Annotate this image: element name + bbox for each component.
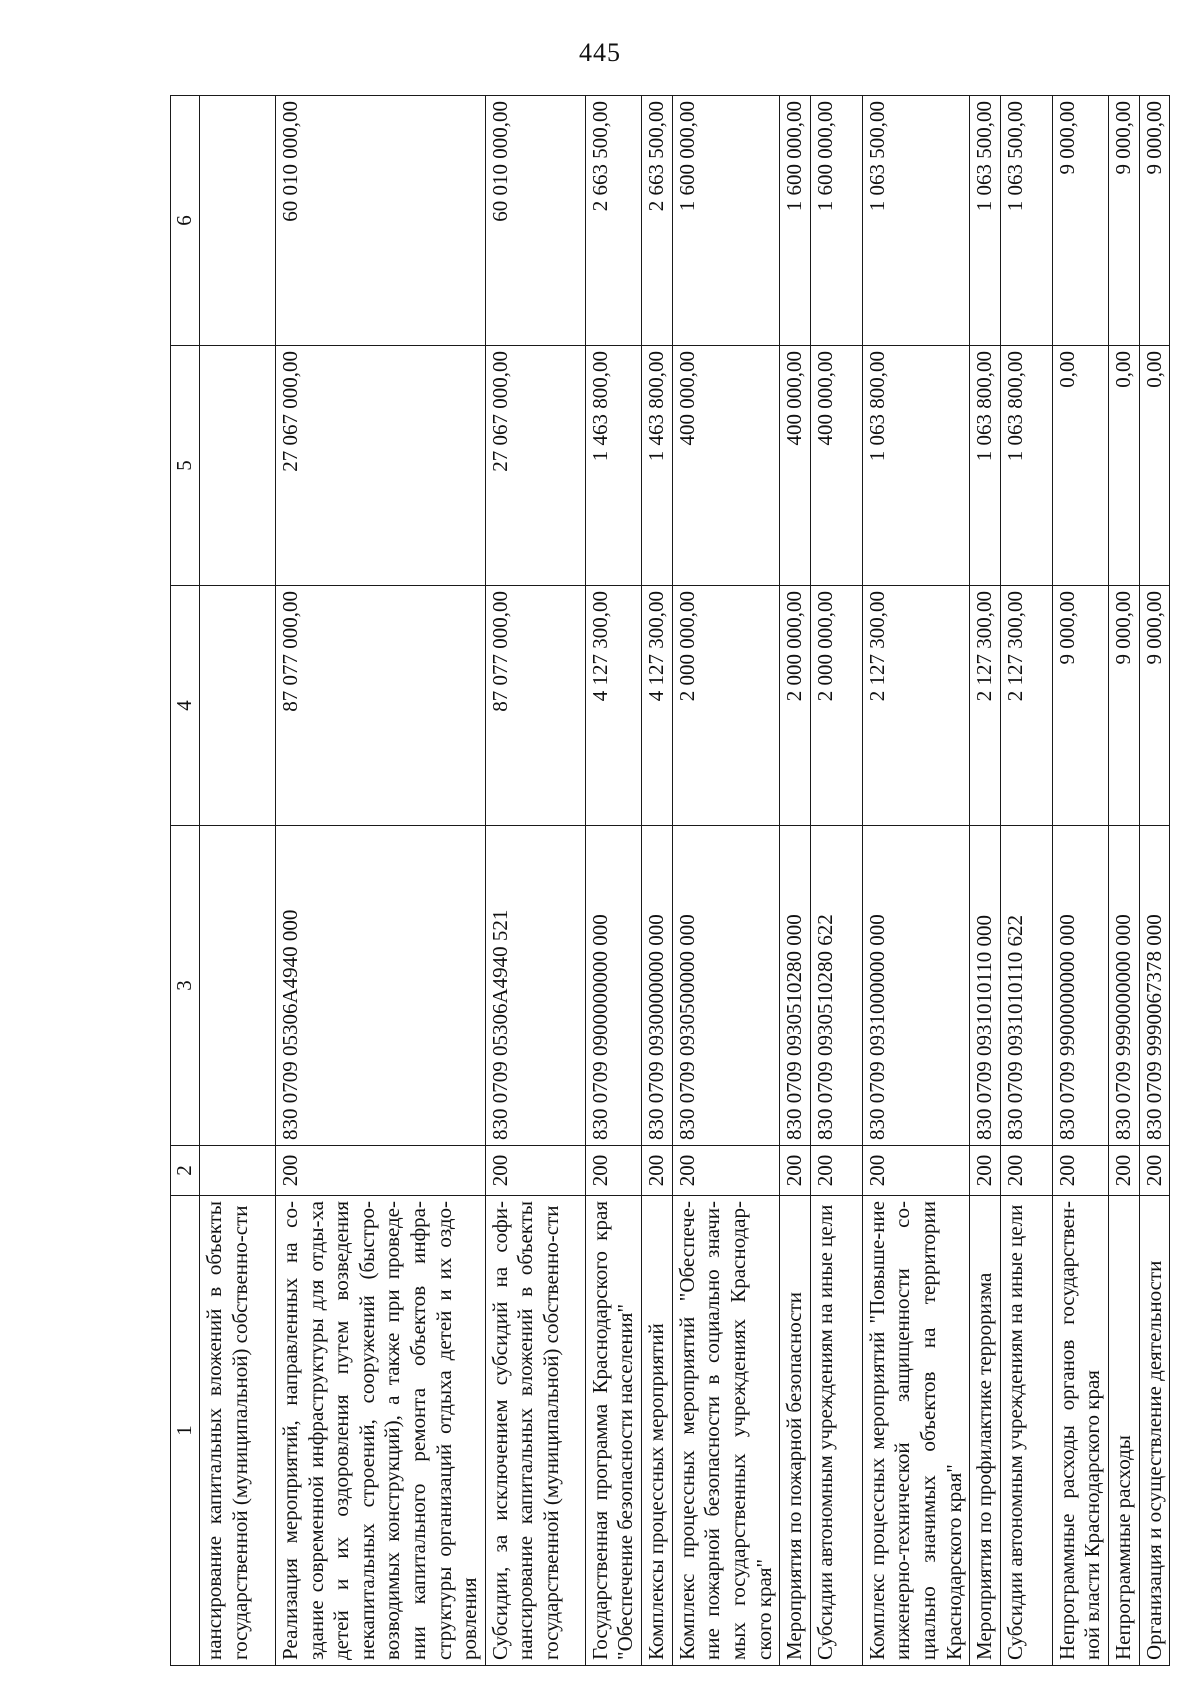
row-value-4: 2 127 300,00: [862, 586, 969, 826]
table-row: [672, 96, 779, 1666]
row-code: 830 0709 0931010110 000: [970, 826, 1001, 1146]
row-name: Мероприятия по пожарной безопасности: [780, 1196, 811, 1666]
row-col2: 200: [585, 1146, 641, 1196]
row-code: 830 0709 9900000000 000: [1052, 826, 1108, 1146]
row-col2: 200: [780, 1146, 811, 1196]
row-code: 830 0709 0930510280 622: [810, 826, 862, 1146]
row-value-6: 1 600 000,00: [810, 96, 862, 346]
column-header: 2: [171, 1146, 200, 1196]
row-col2: 200: [485, 1146, 585, 1196]
row-value-6: 1 063 500,00: [1000, 96, 1052, 346]
row-col2: 200: [642, 1146, 673, 1196]
row-value-5: 27 067 000,00: [276, 346, 486, 586]
row-value-6: 9 000,00: [1139, 96, 1170, 346]
row-value-4: 4 127 300,00: [642, 586, 673, 826]
row-col2: 200: [1000, 1146, 1052, 1196]
row-col2: 200: [672, 1146, 779, 1196]
row-value-6: 1 063 500,00: [970, 96, 1001, 346]
column-header: 6: [171, 96, 200, 346]
row-name: Государственная программа Краснодарского края "Обеспечение безопасности населения": [585, 1196, 641, 1666]
table-row: [1139, 96, 1170, 1666]
row-col2: 200: [862, 1146, 969, 1196]
row-col2: 200: [276, 1146, 486, 1196]
row-value-5: 400 000,00: [672, 346, 779, 586]
row-value-4: 9 000,00: [1052, 586, 1108, 826]
row-value-5: 27 067 000,00: [485, 346, 585, 586]
row-col2: 200: [1052, 1146, 1108, 1196]
row-value-6: 2 663 500,00: [642, 96, 673, 346]
row-code: 830 0709 0930000000 000: [642, 826, 673, 1146]
row-col2: [200, 1146, 276, 1196]
header-row: [171, 96, 200, 1666]
table-row: [970, 96, 1001, 1666]
row-col2: 200: [970, 1146, 1001, 1196]
table-row: [642, 96, 673, 1666]
row-name: Непрограммные расходы органов государствен-ной власти Краснодарского края: [1052, 1196, 1108, 1666]
row-value-5: 0,00: [1052, 346, 1108, 586]
row-value-4: 2 127 300,00: [970, 586, 1001, 826]
row-value-4: 2 000 000,00: [672, 586, 779, 826]
row-value-6: 9 000,00: [1109, 96, 1140, 346]
row-value-4: 2 127 300,00: [1000, 586, 1052, 826]
row-value-5: 400 000,00: [810, 346, 862, 586]
row-name: Субсидии, за исключением субсидий на софи-нансирование капитальных вложений в объекты государственной (муниципальной) собственно-сти: [485, 1196, 585, 1666]
row-col2: 200: [1109, 1146, 1140, 1196]
row-name: Комплекс процессных мероприятий "Повыше-ние инженерно-технической защищенности со-циально значимых объектов на территории Краснодарского края": [862, 1196, 969, 1666]
row-value-6: 60 010 000,00: [276, 96, 486, 346]
row-name: Непрограммные расходы: [1109, 1196, 1140, 1666]
row-name: Комплекс процессных мероприятий "Обеспече-ние пожарной безопасности в социально значи-мых государственных учреждениях Краснодар-ского края": [672, 1196, 779, 1666]
column-header: 1: [171, 1196, 200, 1666]
table-row: [1052, 96, 1108, 1666]
table-row: [1109, 96, 1140, 1666]
row-code: 830 0709 0900000000 000: [585, 826, 641, 1146]
row-value-4: 9 000,00: [1109, 586, 1140, 826]
row-value-4: 87 077 000,00: [276, 586, 486, 826]
row-value-5: 0,00: [1109, 346, 1140, 586]
row-col2: 200: [1139, 1146, 1170, 1196]
column-header: 3: [171, 826, 200, 1146]
table-row: [585, 96, 641, 1666]
row-code: 830 0709 05306А4940 521: [485, 826, 585, 1146]
budget-table-rotated: [170, 96, 1166, 1666]
row-value-5: 1 463 800,00: [642, 346, 673, 586]
row-name: нансирование капитальных вложений в объекты государственной (муниципальной) собственно-сти: [200, 1196, 276, 1666]
row-value-5: 1 463 800,00: [585, 346, 641, 586]
row-value-6: 1 600 000,00: [672, 96, 779, 346]
row-value-6: 60 010 000,00: [485, 96, 585, 346]
table-row: [200, 96, 276, 1666]
row-value-6: 9 000,00: [1052, 96, 1108, 346]
row-name: Реализация мероприятий, направленных на со-здание современной инфраструктуры для отды-ха детей и их оздоровления путем возведения некапитальных строений, сооружений (быстро-возводимых конструкций), а также при проведе-нии капитального ремонта объектов инфра-структуры организаций отдыха детей и их оздо-ровления: [276, 1196, 486, 1666]
row-value-5: 1 063 800,00: [862, 346, 969, 586]
row-code: 830 0709 05306А4940 000: [276, 826, 486, 1146]
budget-table: [170, 95, 1170, 1666]
row-value-5: 1 063 800,00: [1000, 346, 1052, 586]
row-name: Мероприятия по профилактике терроризма: [970, 1196, 1001, 1666]
row-value-4: 87 077 000,00: [485, 586, 585, 826]
row-code: 830 0709 0931010110 622: [1000, 826, 1052, 1146]
row-name: Комплексы процессных мероприятий: [642, 1196, 673, 1666]
row-code: 830 0709 0931000000 000: [862, 826, 969, 1146]
row-value-5: 400 000,00: [780, 346, 811, 586]
page-number: 445: [579, 38, 621, 67]
row-name: Организация и осуществление деятельности: [1139, 1196, 1170, 1666]
table-row: [862, 96, 969, 1666]
row-value-4: 2 000 000,00: [780, 586, 811, 826]
row-col2: 200: [810, 1146, 862, 1196]
row-value-6: [200, 96, 276, 346]
row-name: Субсидии автономным учреждениям на иные цели: [1000, 1196, 1052, 1666]
row-value-5: 1 063 800,00: [970, 346, 1001, 586]
row-value-4: [200, 586, 276, 826]
column-header: 5: [171, 346, 200, 586]
row-code: 830 0709 0930500000 000: [672, 826, 779, 1146]
table-row: [1000, 96, 1052, 1666]
row-code: 830 0709 9990067378 000: [1139, 826, 1170, 1146]
column-header: 4: [171, 586, 200, 826]
row-code: [200, 826, 276, 1146]
row-name: Субсидии автономным учреждениям на иные цели: [810, 1196, 862, 1666]
table-row: [276, 96, 486, 1666]
table-row: [485, 96, 585, 1666]
row-code: 830 0709 0930510280 000: [780, 826, 811, 1146]
row-value-5: [200, 346, 276, 586]
row-code: 830 0709 9990000000 000: [1109, 826, 1140, 1146]
row-value-4: 9 000,00: [1139, 586, 1170, 826]
row-value-5: 0,00: [1139, 346, 1170, 586]
table-row: [780, 96, 811, 1666]
row-value-4: 4 127 300,00: [585, 586, 641, 826]
row-value-6: 1 063 500,00: [862, 96, 969, 346]
table-row: [810, 96, 862, 1666]
row-value-6: 2 663 500,00: [585, 96, 641, 346]
row-value-4: 2 000 000,00: [810, 586, 862, 826]
row-value-6: 1 600 000,00: [780, 96, 811, 346]
